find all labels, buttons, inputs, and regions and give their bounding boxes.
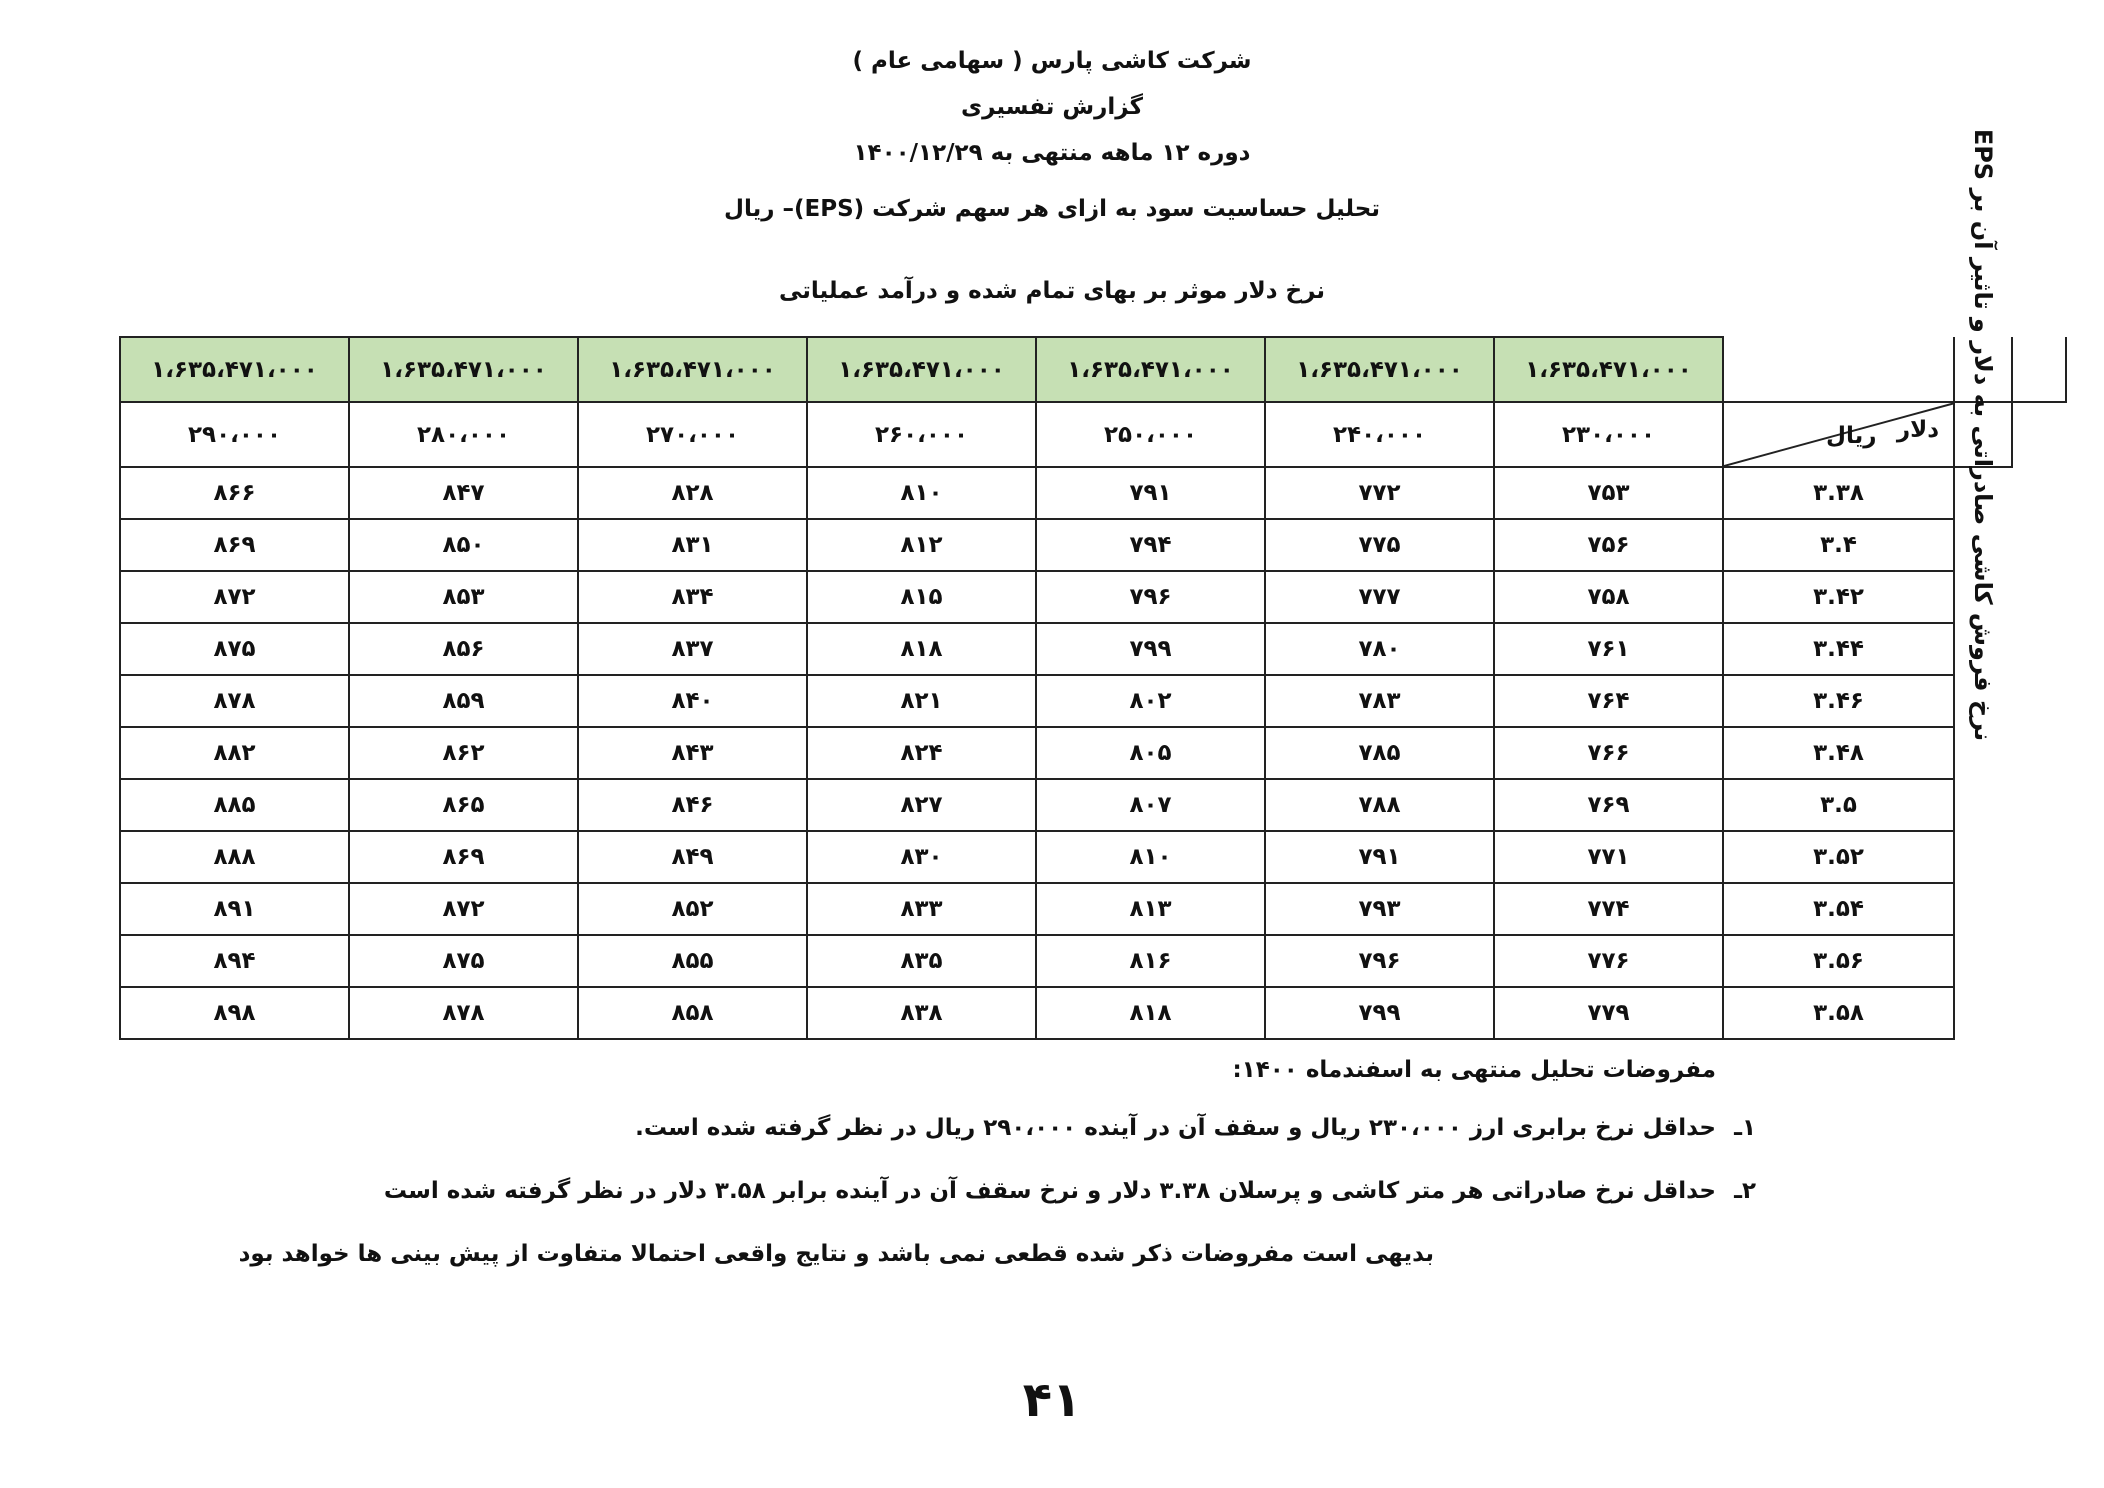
eps-value-cell: ۷۹۶ xyxy=(1265,935,1494,987)
eps-value-cell: ۸۳۵ xyxy=(807,935,1036,987)
eps-value-cell: ۸۲۱ xyxy=(807,675,1036,727)
eps-value-cell: ۸۴۳ xyxy=(578,727,807,779)
eps-value-cell: ۸۷۸ xyxy=(349,987,578,1039)
eps-value-cell: ۷۷۹ xyxy=(1494,987,1723,1039)
usd-rate-cell: ۳.۵۸ xyxy=(1723,987,1954,1039)
table-row xyxy=(120,675,2066,727)
eps-value-cell: ۷۶۱ xyxy=(1494,623,1723,675)
eps-value-cell: ۸۱۸ xyxy=(1036,987,1265,1039)
usd-rate-cell: ۳.۵۶ xyxy=(1723,935,1954,987)
table-row xyxy=(120,467,2066,519)
eps-value-cell: ۸۷۲ xyxy=(349,883,578,935)
eps-value-cell: ۸۳۱ xyxy=(578,519,807,571)
eps-value-cell: ۸۷۵ xyxy=(120,623,349,675)
analysis-title: تحلیل حساسیت سود به ازای هر سهم شرکت (EPS)– ریال xyxy=(724,196,1380,222)
rial-rate-cell: ۲۷۰،۰۰۰ xyxy=(578,402,807,467)
assumption-1-number: ۱ـ xyxy=(1734,1115,1756,1141)
eps-value-cell: ۸۴۰ xyxy=(578,675,807,727)
eps-value-cell: ۷۹۱ xyxy=(1036,467,1265,519)
table-row xyxy=(120,519,2066,571)
eps-value-cell: ۸۳۴ xyxy=(578,571,807,623)
eps-value-cell: ۸۱۸ xyxy=(807,623,1036,675)
eps-value-cell: ۸۳۷ xyxy=(578,623,807,675)
eps-value-cell: ۸۷۲ xyxy=(120,571,349,623)
assumption-2-number: ۲ـ xyxy=(1734,1178,1756,1204)
assumption-2-text: حداقل نرخ صادراتی هر متر کاشی و پرسلان ۳.۳۸ دلار و نرخ سقف آن در آینده برابر ۳.۵۸ دلار در نظر گرفته شده است xyxy=(383,1178,1716,1204)
usd-rate-cell: ۳.۴۲ xyxy=(1723,571,1954,623)
eps-value-cell: ۸۸۸ xyxy=(120,831,349,883)
revenue-row xyxy=(120,337,2066,402)
eps-value-cell: ۸۵۹ xyxy=(349,675,578,727)
corner-header-cell xyxy=(1723,402,1954,467)
rial-rate-cell: ۲۵۰،۰۰۰ xyxy=(1036,402,1265,467)
usd-rate-cell: ۳.۵۴ xyxy=(1723,883,1954,935)
table-caption: نرخ دلار موثر بر بهای تمام شده و درآمد عملیاتی xyxy=(778,278,1326,304)
eps-value-cell: ۸۳۸ xyxy=(807,987,1036,1039)
usd-rate-cell: ۳.۵ xyxy=(1723,779,1954,831)
eps-value-cell: ۸۲۴ xyxy=(807,727,1036,779)
eps-value-cell: ۷۸۸ xyxy=(1265,779,1494,831)
table-row xyxy=(120,987,2066,1039)
table-row xyxy=(120,623,2066,675)
eps-value-cell: ۸۵۶ xyxy=(349,623,578,675)
eps-value-cell: ۷۹۴ xyxy=(1036,519,1265,571)
eps-value-cell: ۷۶۴ xyxy=(1494,675,1723,727)
eps-value-cell: ۸۰۷ xyxy=(1036,779,1265,831)
eps-value-cell: ۷۹۱ xyxy=(1265,831,1494,883)
blank-cell xyxy=(2012,337,2066,402)
eps-value-cell: ۸۱۳ xyxy=(1036,883,1265,935)
eps-value-cell: ۷۷۶ xyxy=(1494,935,1723,987)
report-type: گزارش تفسیری xyxy=(961,94,1143,120)
table-row xyxy=(120,883,2066,935)
disclaimer: بدیهی است مفروضات ذکر شده قطعی نمی باشد و نتایج واقعی احتمالا متفاوت از پیش بینی ها خواهد بود xyxy=(238,1241,1434,1267)
eps-value-cell: ۸۴۷ xyxy=(349,467,578,519)
table-row xyxy=(120,935,2066,987)
corner-rial-label: ریال xyxy=(1826,423,1877,449)
table-cell: ۱،۶۳۵،۴۷۱،۰۰۰ xyxy=(807,337,1036,402)
table-row xyxy=(120,779,2066,831)
eps-value-cell: ۷۹۹ xyxy=(1265,987,1494,1039)
blank-cell xyxy=(2012,402,2066,467)
eps-value-cell: ۷۷۴ xyxy=(1494,883,1723,935)
eps-value-cell: ۸۵۲ xyxy=(578,883,807,935)
usd-rate-cell: ۳.۴۴ xyxy=(1723,623,1954,675)
eps-value-cell: ۸۱۰ xyxy=(1036,831,1265,883)
eps-value-cell: ۷۹۹ xyxy=(1036,623,1265,675)
eps-value-cell: ۸۱۵ xyxy=(807,571,1036,623)
eps-value-cell: ۸۶۹ xyxy=(120,519,349,571)
eps-value-cell: ۷۹۶ xyxy=(1036,571,1265,623)
table-cell: ۱،۶۳۵،۴۷۱،۰۰۰ xyxy=(1265,337,1494,402)
table-cell: ۱،۶۳۵،۴۷۱،۰۰۰ xyxy=(1494,337,1723,402)
usd-rate-cell: ۳.۵۲ xyxy=(1723,831,1954,883)
eps-value-cell: ۸۳۳ xyxy=(807,883,1036,935)
page-number: ۴۱ xyxy=(1022,1372,1082,1428)
eps-value-cell: ۸۱۰ xyxy=(807,467,1036,519)
blank-cell xyxy=(1723,337,1954,402)
side-label: نرخ فروش کاشی صادراتی به دلار و تاثیر آن بر EPS xyxy=(1969,128,1997,741)
eps-value-cell: ۸۹۴ xyxy=(120,935,349,987)
eps-value-cell: ۷۷۲ xyxy=(1265,467,1494,519)
eps-value-cell: ۷۷۷ xyxy=(1265,571,1494,623)
report-period: دوره ۱۲ ماهه منتهی به ۱۴۰۰/۱۲/۲۹ xyxy=(853,140,1251,166)
table-cell: ۱،۶۳۵،۴۷۱،۰۰۰ xyxy=(120,337,349,402)
assumptions-heading: مفروضات تحلیل منتهی به اسفندماه ۱۴۰۰: xyxy=(1232,1057,1716,1083)
rial-rate-cell: ۲۹۰،۰۰۰ xyxy=(120,402,349,467)
eps-value-cell: ۸۵۰ xyxy=(349,519,578,571)
eps-value-cell: ۷۹۳ xyxy=(1265,883,1494,935)
eps-value-cell: ۸۶۵ xyxy=(349,779,578,831)
eps-value-cell: ۷۵۶ xyxy=(1494,519,1723,571)
eps-value-cell: ۸۸۲ xyxy=(120,727,349,779)
eps-value-cell: ۷۵۳ xyxy=(1494,467,1723,519)
usd-rate-cell: ۳.۴ xyxy=(1723,519,1954,571)
assumption-1-text: حداقل نرخ برابری ارز ۲۳۰،۰۰۰ ریال و سقف آن در آینده ۲۹۰،۰۰۰ ریال در نظر گرفته شده است. xyxy=(635,1115,1716,1141)
eps-data-rows xyxy=(120,467,2066,1039)
side-label-cell xyxy=(1954,128,2012,741)
eps-value-cell: ۸۷۸ xyxy=(120,675,349,727)
table-cell: ۱،۶۳۵،۴۷۱،۰۰۰ xyxy=(578,337,807,402)
eps-value-cell: ۸۴۶ xyxy=(578,779,807,831)
eps-value-cell: ۸۰۵ xyxy=(1036,727,1265,779)
eps-value-cell: ۸۳۰ xyxy=(807,831,1036,883)
eps-value-cell: ۸۹۱ xyxy=(120,883,349,935)
rial-rate-cell: ۲۳۰،۰۰۰ xyxy=(1494,402,1723,467)
table-row xyxy=(120,831,2066,883)
eps-value-cell: ۸۶۲ xyxy=(349,727,578,779)
eps-value-cell: ۷۶۹ xyxy=(1494,779,1723,831)
eps-value-cell: ۸۵۸ xyxy=(578,987,807,1039)
rial-rate-cell: ۲۶۰،۰۰۰ xyxy=(807,402,1036,467)
eps-value-cell: ۷۷۵ xyxy=(1265,519,1494,571)
eps-value-cell: ۸۱۲ xyxy=(807,519,1036,571)
eps-value-cell: ۸۵۳ xyxy=(349,571,578,623)
eps-value-cell: ۷۶۶ xyxy=(1494,727,1723,779)
rial-rate-cell: ۲۸۰،۰۰۰ xyxy=(349,402,578,467)
eps-value-cell: ۷۷۱ xyxy=(1494,831,1723,883)
eps-value-cell: ۸۶۶ xyxy=(120,467,349,519)
eps-value-cell: ۷۸۰ xyxy=(1265,623,1494,675)
eps-value-cell: ۸۲۷ xyxy=(807,779,1036,831)
eps-value-cell: ۸۱۶ xyxy=(1036,935,1265,987)
eps-value-cell: ۸۷۵ xyxy=(349,935,578,987)
eps-value-cell: ۷۸۵ xyxy=(1265,727,1494,779)
eps-value-cell: ۸۴۹ xyxy=(578,831,807,883)
table-cell: ۱،۶۳۵،۴۷۱،۰۰۰ xyxy=(1036,337,1265,402)
rial-rate-row xyxy=(120,402,2066,467)
table-cell: ۱،۶۳۵،۴۷۱،۰۰۰ xyxy=(349,337,578,402)
usd-rate-cell: ۳.۳۸ xyxy=(1723,467,1954,519)
eps-value-cell: ۸۹۸ xyxy=(120,987,349,1039)
eps-value-cell: ۸۲۸ xyxy=(578,467,807,519)
eps-value-cell: ۸۸۵ xyxy=(120,779,349,831)
table-row xyxy=(120,571,2066,623)
usd-rate-cell: ۳.۴۶ xyxy=(1723,675,1954,727)
eps-value-cell: ۸۵۵ xyxy=(578,935,807,987)
table-row xyxy=(120,727,2066,779)
eps-value-cell: ۸۶۹ xyxy=(349,831,578,883)
eps-value-cell: ۷۸۳ xyxy=(1265,675,1494,727)
eps-value-cell: ۷۵۸ xyxy=(1494,571,1723,623)
corner-usd-label: دلار xyxy=(1896,417,1939,443)
eps-value-cell: ۸۰۲ xyxy=(1036,675,1265,727)
rial-rate-cell: ۲۴۰،۰۰۰ xyxy=(1265,402,1494,467)
report-header xyxy=(0,38,2104,176)
company-name: شرکت کاشی پارس ( سهامی عام ) xyxy=(852,48,1252,74)
usd-rate-cell: ۳.۴۸ xyxy=(1723,727,1954,779)
